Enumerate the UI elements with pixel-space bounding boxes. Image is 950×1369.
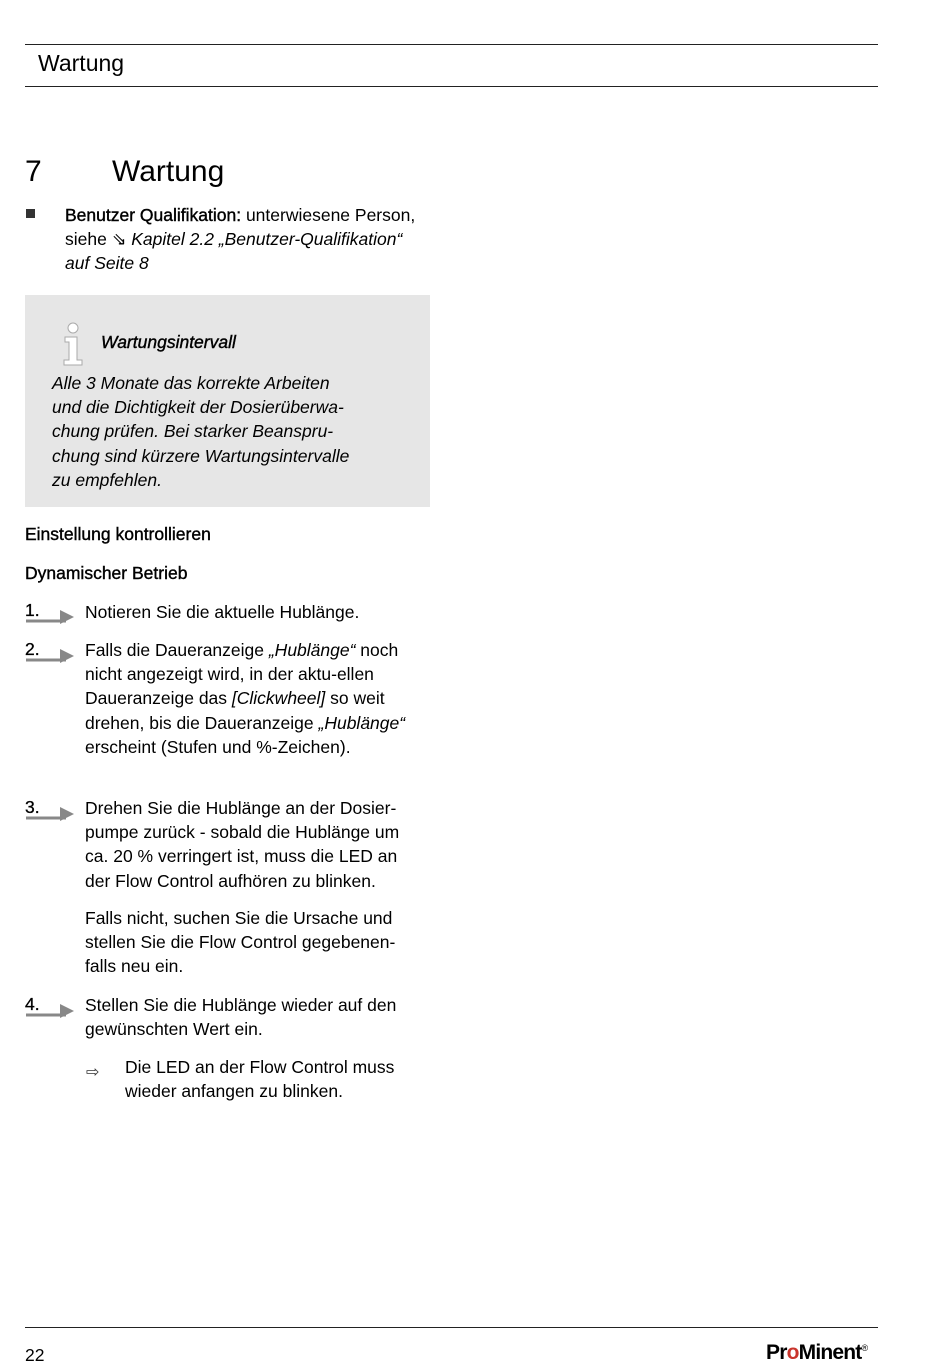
step-number: 1. [25, 600, 40, 620]
chapter-title: Wartung [112, 155, 225, 188]
display-name-hublaenge: „Hublänge“ [268, 640, 356, 660]
step-text [85, 600, 435, 624]
step-arrow-icon [26, 610, 76, 624]
result-line: Die LED an der Flow Control muss [125, 1057, 395, 1077]
step-line: pumpe zurück - sobald die Hublänge um [85, 822, 400, 843]
step-text [85, 993, 435, 1041]
footer-rule [25, 1327, 878, 1328]
step-text-part: so weit drehen, bis die Daueranzeige [85, 688, 385, 733]
section-subheading: Dynamischer Betrieb [25, 563, 188, 583]
step-number: 4. [25, 994, 40, 1014]
chapter-number: 7 [25, 155, 42, 188]
note-body [52, 371, 412, 492]
step-text [85, 796, 435, 893]
step-number: 3. [25, 797, 40, 817]
step-line: ca. 20 % verringert ist, muss die LED an [85, 846, 398, 867]
step-line: stellen Sie die Flow Control gegebenen- [85, 932, 396, 953]
registered-mark: ® [861, 1343, 868, 1353]
note-line: zu empfehlen. [52, 469, 162, 490]
qualification-paragraph [65, 203, 425, 276]
result-text [125, 1055, 435, 1103]
result-line: wieder anfangen zu blinken. [125, 1081, 343, 1102]
note-line: Alle 3 Monate das korrekte Arbeiten [52, 373, 330, 393]
note-title: Wartungsintervall [101, 332, 236, 352]
section-heading: Einstellung kontrollieren [25, 524, 211, 544]
step-extra-text [85, 906, 435, 979]
step-number: 2. [25, 639, 40, 659]
step-line: Drehen Sie die Hublänge an der Dosier- [85, 798, 397, 818]
step-line: Falls nicht, suchen Sie die Ursache und [85, 908, 393, 928]
prominent-logo [766, 1341, 867, 1365]
header-top-rule [25, 44, 878, 45]
step-arrow-icon [26, 649, 76, 663]
note-line: chung sind kürzere Wartungsintervalle [52, 445, 350, 466]
header-title: Wartung [38, 50, 125, 76]
result-arrow-icon: ⇨ [86, 1064, 100, 1081]
step-text-part: Falls die Daueranzeige [85, 640, 269, 660]
step-arrow-icon [26, 1004, 76, 1018]
logo-accent: o [786, 1341, 799, 1364]
page-number: 22 [25, 1345, 45, 1365]
step-line: Stellen Sie die Hublänge wieder auf den [85, 995, 397, 1015]
step-line: der Flow Control aufhören zu blinken. [85, 870, 376, 891]
qualification-text: unterwiesene Person, siehe [65, 205, 416, 250]
header-bottom-rule [25, 86, 878, 87]
logo-part: Minent [798, 1341, 862, 1364]
step-text-part: erscheint (Stufen und %-Zeichen). [85, 736, 351, 757]
note-line: chung prüfen. Bei starker Beanspru- [52, 421, 334, 442]
step-arrow-icon [26, 807, 76, 821]
control-name-clickwheel: [Clickwheel] [231, 688, 326, 709]
qualification-reference-link[interactable]: ⇘ Kapitel 2.2 „Benutzer-Qualifikation“ auf Seite 8 [65, 229, 403, 274]
display-name-hublaenge: „Hublänge“ [318, 712, 406, 733]
step-line: falls neu ein. [85, 956, 184, 977]
qualification-label: Benutzer Qualifikation: [65, 205, 242, 225]
step-line: gewünschten Wert ein. [85, 1019, 263, 1040]
step-text-part: noch nicht angezeigt wird, in der aktu-ellen Daueranzeige das [85, 640, 399, 709]
step-text [85, 638, 435, 759]
logo-part: Pr [766, 1341, 787, 1364]
info-icon [58, 322, 88, 366]
step-line: Notieren Sie die aktuelle Hublänge. [85, 602, 360, 622]
bullet-square-icon [26, 209, 35, 218]
note-line: und die Dichtigkeit der Dosierüberwa- [52, 397, 344, 418]
